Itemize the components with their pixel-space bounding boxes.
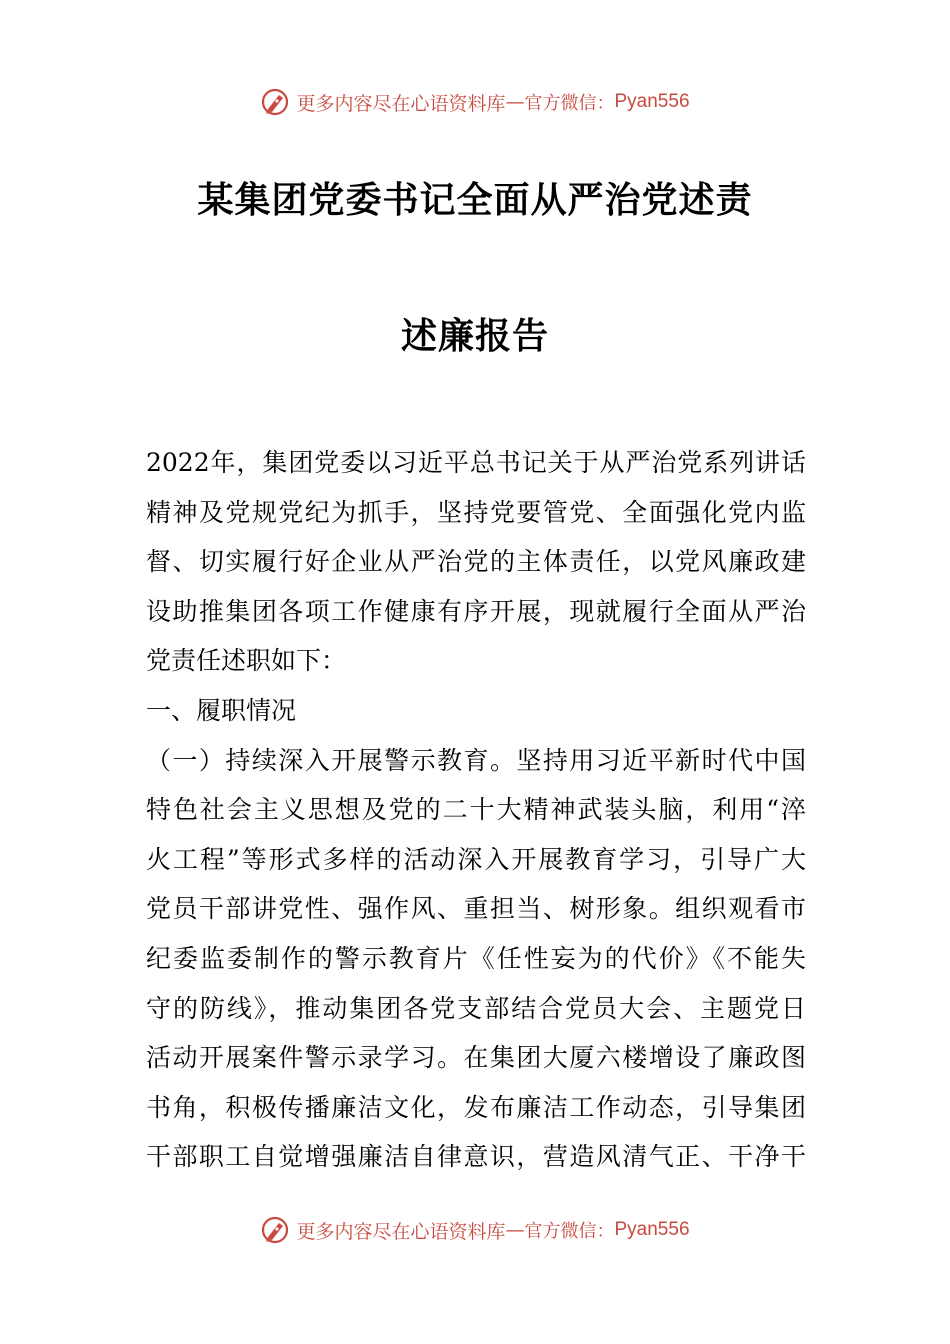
pen-nib-circle-icon bbox=[260, 1215, 290, 1245]
body-line: 干部职工自觉增强廉洁自律意识，营造风清气正、干净干 bbox=[146, 1142, 806, 1172]
watermark-main-text: 更多内容尽在心语资料库 bbox=[296, 1220, 506, 1243]
body-line: 党员干部讲党性、强作风、重担当、树形象。组织观看市 bbox=[146, 894, 806, 924]
document-body bbox=[146, 438, 806, 1182]
body-line: 精神及党规党纪为抓手，坚持党要管党、全面强化党内监 bbox=[146, 497, 806, 527]
body-line: 活动开展案件警示录学习。在集团大厦六楼增设了廉政图 bbox=[146, 1043, 806, 1073]
body-line: （一）持续深入开展警示教育。坚持用习近平新时代中国 bbox=[146, 745, 806, 775]
body-line: 纪委监委制作的警示教育片《任性妄为的代价》《不能失 bbox=[146, 943, 806, 973]
watermark-separator: — bbox=[505, 91, 525, 113]
body-line: 2022年，集团党委以习近平总书记关于从严治党系列讲话 bbox=[146, 448, 806, 477]
body-line: 督、切实履行好企业从严治党的主体责任，以党风廉政建 bbox=[146, 547, 806, 577]
body-line: 火工程”等形式多样的活动深入开展教育学习，引导广大 bbox=[146, 844, 806, 874]
watermark-wechat-id: Pyan556 bbox=[614, 91, 690, 112]
body-line: 书角，积极传播廉洁文化，发布廉洁工作动态，引导集团 bbox=[146, 1092, 806, 1122]
body-line: 守的防线》，推动集团各党支部结合党员大会、主题党日 bbox=[146, 993, 806, 1023]
watermark-separator: — bbox=[505, 1219, 525, 1241]
watermark-wechat-id: Pyan556 bbox=[614, 1219, 690, 1240]
footer-watermark bbox=[0, 1210, 950, 1250]
section-heading: 一、履职情况 bbox=[146, 695, 297, 725]
body-line: 党责任述职如下： bbox=[146, 646, 347, 676]
header-watermark bbox=[0, 82, 950, 122]
pen-nib-circle-icon bbox=[260, 87, 290, 117]
document-title-line2: 述廉报告 bbox=[400, 316, 549, 357]
watermark-wechat-label: 官方微信： bbox=[524, 93, 615, 114]
watermark-main-text: 更多内容尽在心语资料库 bbox=[296, 92, 506, 115]
watermark-wechat-label: 官方微信： bbox=[524, 1221, 615, 1242]
document-title-line1: 某集团党委书记全面从严治党述责 bbox=[197, 180, 753, 221]
body-line: 设助推集团各项工作健康有序开展，现就履行全面从严治 bbox=[146, 596, 806, 626]
body-line: 特色社会主义思想及党的二十大精神武装头脑，利用“淬 bbox=[146, 795, 806, 825]
